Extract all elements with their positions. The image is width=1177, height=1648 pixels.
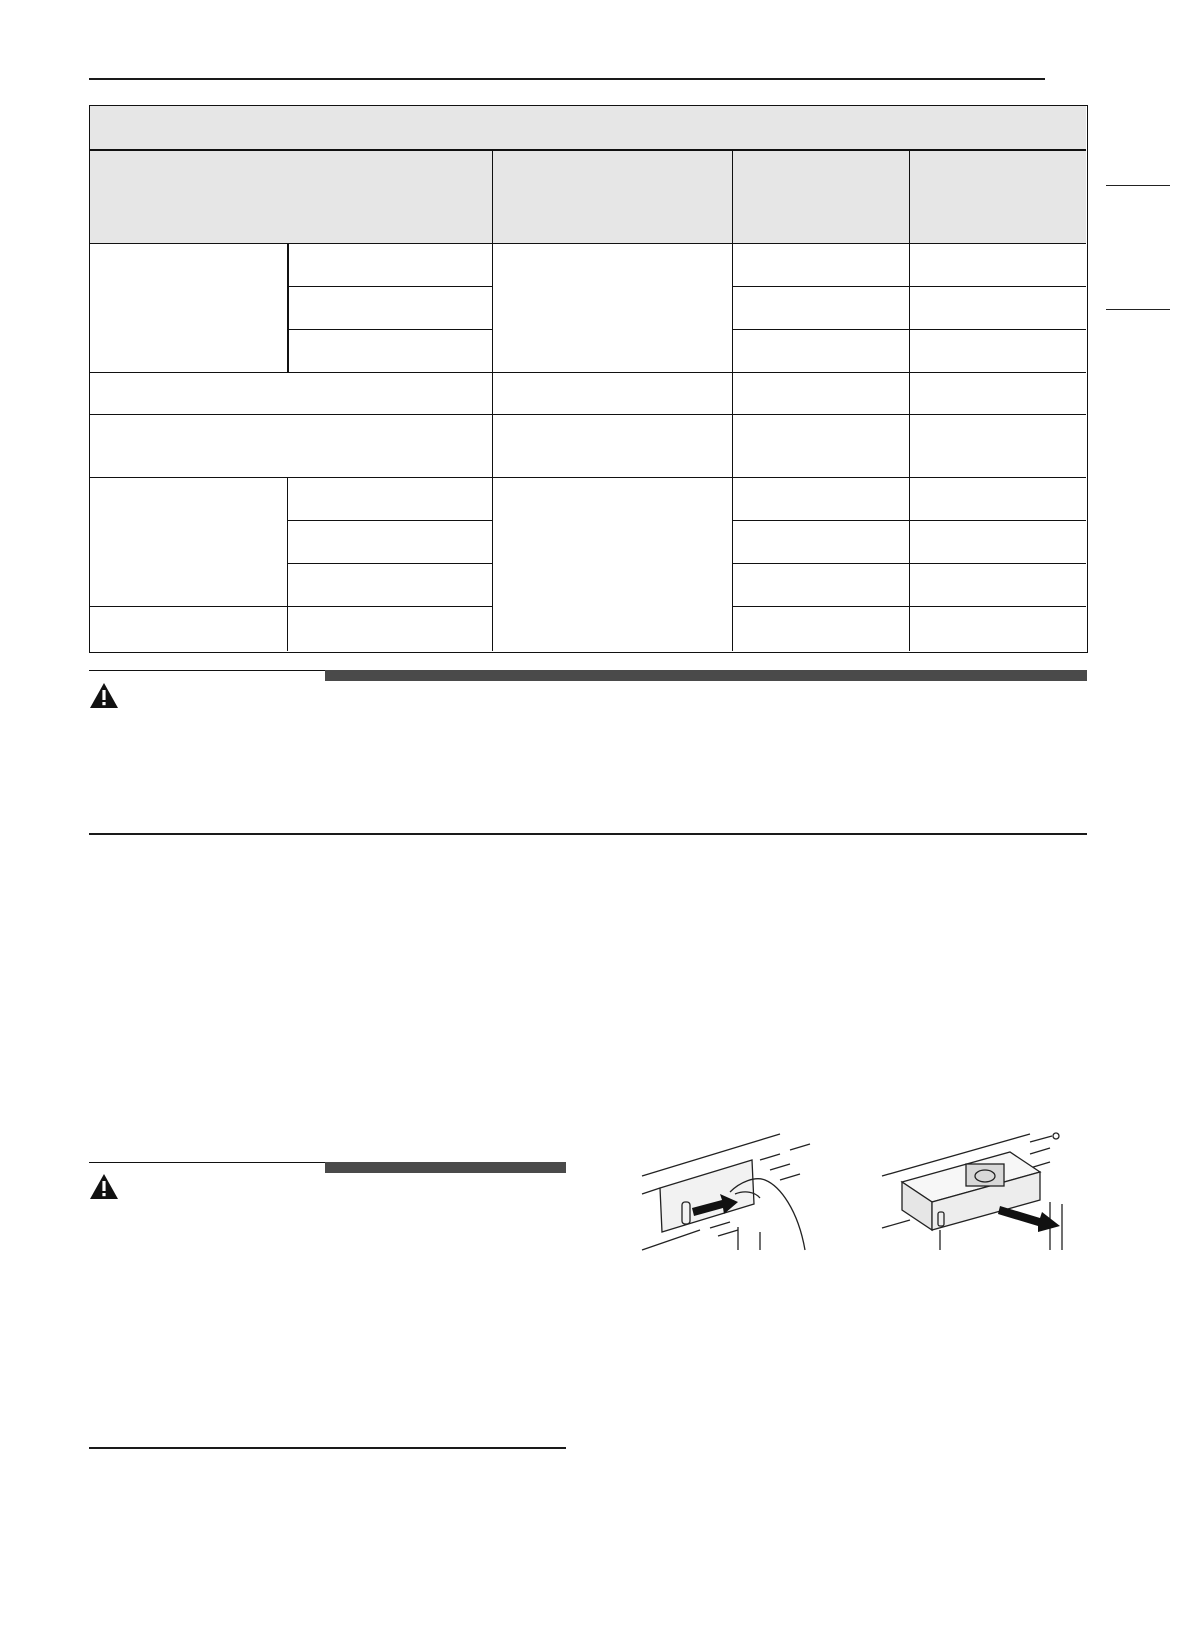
side-index-tick-2 xyxy=(1106,309,1170,310)
col-divider xyxy=(492,243,493,651)
row-divider xyxy=(288,563,493,564)
column-header-3 xyxy=(733,151,909,243)
col-divider xyxy=(909,243,910,651)
warning-2-heading-bar xyxy=(325,1162,566,1173)
col-divider xyxy=(492,151,493,243)
col-divider xyxy=(287,243,289,372)
row-divider xyxy=(288,329,493,330)
col-divider xyxy=(732,151,733,243)
warning-1-bottom-rule xyxy=(89,833,1087,835)
column-header-1 xyxy=(90,151,492,243)
spec-table xyxy=(89,105,1088,653)
row-divider xyxy=(90,243,1086,244)
row-divider xyxy=(90,606,493,607)
header-rule xyxy=(89,78,1045,80)
table-title-row xyxy=(90,106,1086,149)
warning-triangle-icon xyxy=(89,682,119,709)
row-divider xyxy=(288,520,493,521)
row-divider xyxy=(90,372,1086,373)
column-header-2 xyxy=(493,151,732,243)
filter-cover-press-illustration xyxy=(640,1132,840,1252)
filter-housing-pull-illustration xyxy=(880,1132,1075,1252)
warning-triangle-icon xyxy=(89,1173,119,1200)
col-divider xyxy=(909,151,910,243)
warning-2-bottom-rule xyxy=(89,1447,566,1449)
col-divider xyxy=(287,477,288,651)
row-divider xyxy=(288,286,493,287)
column-header-4 xyxy=(910,151,1086,243)
warning-1-heading-bar xyxy=(325,670,1087,681)
row-divider xyxy=(90,414,1086,415)
col-divider xyxy=(732,243,733,651)
row-divider xyxy=(90,477,1086,478)
side-index-tick-1 xyxy=(1106,185,1170,186)
